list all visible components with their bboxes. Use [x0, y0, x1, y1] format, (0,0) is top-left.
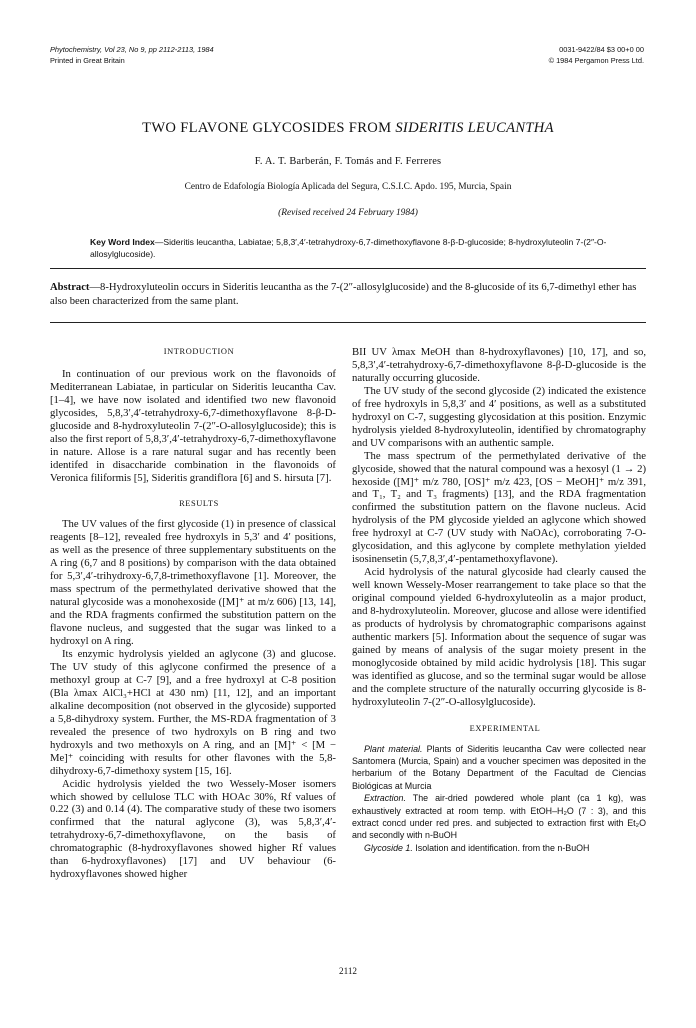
plant-material-text: Plants of Sideritis leucantha Cav were collected near Santomera (Murcia, Spain) and a voucher specimen was deposited in the herbarium of the Botany Department of the Facultad de Ciencias Biológicas at Murcia	[352, 743, 646, 791]
journal-citation: Phytochemistry, Vol 23, No 9, pp 2112-2113, 1984	[50, 45, 214, 54]
keyword-text: —Sideritis leucantha, Labiatae; 5,8,3′,4′-tetrahydroxy-6,7-dimethoxyflavone 8-β-D-glucoside; 8-hydroxyluteolin 7-(2″-O-allosylglucoside).	[90, 237, 607, 260]
experimental-paragraph-3	[352, 842, 646, 854]
revised-date: (Revised received 24 February 1984)	[278, 208, 418, 218]
experimental-paragraph-1	[352, 743, 646, 793]
plant-material-label: Plant material.	[364, 743, 423, 754]
abstract-label: Abstract	[50, 282, 90, 293]
experimental-paragraph-2	[352, 792, 646, 842]
results-paragraph-1: The UV values of the first glycoside (1) in presence of classical reagents [8–12], revealed free hydroxyls in 5,3′ and 4′ positions, as well as the presence of three supplementary substituents on the A ring (6,7 and 8 positions) by comparison with the data obtained for 5,3′,4′-trihydroxy-6,7,8-trimethoxyflavone [1]. Moreover, the mass spectrum of the permethylated derivative showed that the natural glycoside was a monohexoside ([M]⁺ at m/z 606) [13, 14], and the RDA fragments confirmed the substitution pattern on the flavone nucleus, and suggested that the sugar was linked to a hydroxyl on A ring.	[50, 518, 336, 648]
journal-header-right	[549, 45, 644, 66]
title-main: TWO FLAVONE GLYCOSIDES FROM	[142, 120, 396, 136]
results-heading: RESULTS	[179, 498, 219, 508]
results-paragraph-2: Its enzymic hydrolysis yielded an aglycone (3) and glucose. The UV study of this aglycone confirmed the presence of a methoxyl group at C-7 [9], and a free hydroxyl at C-8 position (Bla λmax AlCl₃+HCl at 430 nm) [11, 12], and an important alkaline decomposition (not observed in the glycoside) supported a 5,8-dihydroxy system. Further, the MS-RDA fragmentation of 3 revealed the presence of two hydroxyls on B ring and two hydroxyls and two methoxyls on A ring, and an [M]⁺ < [M − Me]⁺ coinciding with results for other flavones with the 5,8-dihydroxy-6,7-dimethoxy system [15, 16].	[50, 648, 336, 777]
introduction-heading: INTRODUCTION	[163, 347, 235, 356]
right-paragraph-2: The UV study of the second glycoside (2) indicated the existence of free hydroxyls in 5,8,3′ and 4′ positions, as well as a substituted hydroxyl on C-7, suggesting glycosidation at this position. Enzymic hydrolysis yielded 8-hydroxyluteolin, identified by chromatography and UV comparisons with an authentic sample.	[352, 384, 646, 449]
printed-location: Printed in Great Britain	[50, 55, 125, 65]
left-column	[50, 346, 336, 881]
paper-title	[40, 120, 656, 137]
extraction-text: The air-dried powdered whole plant (ca 1 kg), was exhaustively extracted at room temp. with EtOH–H₂O (7 : 3), and this extract concd under red pres. and subjected to extraction first with Et₂O and secondly with n-BuOH	[352, 793, 646, 841]
authors: F. A. T. Barberán, F. Tomás and F. Ferreres	[254, 156, 442, 167]
divider-bottom	[50, 322, 646, 323]
right-paragraph-1: BII UV λmax MeOH than 8-hydroxyflavones) [10, 17], and so, 5,8,3′,4′-tetrahydroxy-6,7-dimethoxyflavone 8-β-D-glucoside is the naturally occurring glucoside.	[352, 346, 646, 384]
glycoside-text: Isolation and identification. from the n-BuOH	[412, 842, 590, 853]
keyword-label: Key Word Index	[90, 237, 155, 247]
page-number: 2112	[338, 966, 358, 976]
right-paragraph-3: The mass spectrum of the permethylated derivative of the glycoside, showed that the natural compound was a hexosyl (1 → 2) hexoside ([M]⁺ m/z 780, [OS]⁺ m/z 423, [OS − MeOH]⁺ m/z 391, and T₁, T₂ and T₃ fragments) [13], and the RDA fragmentation confirmed the substitution pattern on the flavone nucleus. Acid hydrolysis of the PM glycoside yielded an aglycone which showed free hydroxyl at C-7 (UV study with NaOAc), corroborating 7-O-glycosidation, and this aglycone by complete methylation yielded isosinensetin (5,7,8,3′,4′-pentamethoxyflavone).	[352, 449, 646, 566]
abstract	[50, 281, 646, 309]
copyright-line: © 1984 Pergamon Press Ltd.	[548, 55, 644, 65]
experimental-heading: EXPERIMENTAL	[469, 723, 541, 733]
title-species: SIDERITIS LEUCANTHA	[395, 120, 554, 136]
divider-top	[50, 268, 646, 269]
keyword-index	[90, 236, 645, 261]
results-paragraph-3: Acidic hydrolysis yielded the two Wessely-Moser isomers which showed by cellulose TLC with HOAc 30%, Rf values of 0.22 (3) and 0.14 (4). The comparative study of these two isomers confirmed that the natural aglycone (3), was 5,8,3′,4′-tetrahydroxy-6,7-dimethoxyflavone, on the basis of chromatographic (8-hydroxyflavones showed higher Rf values than 6-hydroxyflavones) [17] and UV behaviour (6-hydroxyflavones showed higher	[50, 777, 336, 881]
article-code: 0031-9422/84 $3 00+0 00	[559, 45, 644, 54]
glycoside-label: Glycoside 1.	[364, 842, 413, 853]
affiliation: Centro de Edafología Biología Aplicada del Segura, C.S.I.C. Apdo. 195, Murcia, Spain	[184, 182, 512, 192]
right-column	[352, 346, 646, 854]
abstract-text: —8-Hydroxyluteolin occurs in Sideritis leucantha as the 7-(2″-allosylglucoside) and the 8-glucoside of its 6,7-dimethyl ether has also been characterized from the same plant.	[50, 282, 637, 308]
introduction-paragraph: In continuation of our previous work on the flavonoids of Mediterranean Labiatae, in particular on Sideritis leucantha Cav. [1–4], we have now isolated and identified two new flavonoid glycosides, 5,8,3′,4′-tetrahydroxy-6,7-dimethoxyflavone 8-β-D-glucoside and 8-hydroxyluteolin 7-(2″-O-allosylglucoside); this is also the first report of 5,8,3′,4′-tetrahydroxy-6,7-dimethoxyflavone in nature. Allose is a rare natural sugar and has recently been identifed in disaccharide combination in the flavonoids of Veronica filiformis [5], Sideritis grandiflora [6] and S. hirsuta [7].	[50, 367, 336, 484]
right-paragraph-4: Acid hydrolysis of the natural glycoside had clearly caused the well known Wessely-Moser rearrangement to take place so that the original compound yielded 6-hydroxyluteolin as a major product, and 8-hydroxyluteolin. Moreover, glucose and allose were identified as products of hydrolysis by chromatographic comparisons against authentic markers [5]. Information about the sequence of sugar was gained by means of analysis of the sugar moiety present in the monoglycoside obtained by mild acidic hydrolysis [18]. This sugar was identified as glucose, and so the terminal sugar would be allose and the complete structure of the naturally occurring glycoside is 8-hydroxyluteolin 7-(2″-O-allosylglucoside).	[352, 566, 646, 708]
extraction-label: Extraction.	[364, 793, 406, 804]
journal-header-left	[50, 45, 214, 66]
experimental-section	[352, 743, 646, 855]
